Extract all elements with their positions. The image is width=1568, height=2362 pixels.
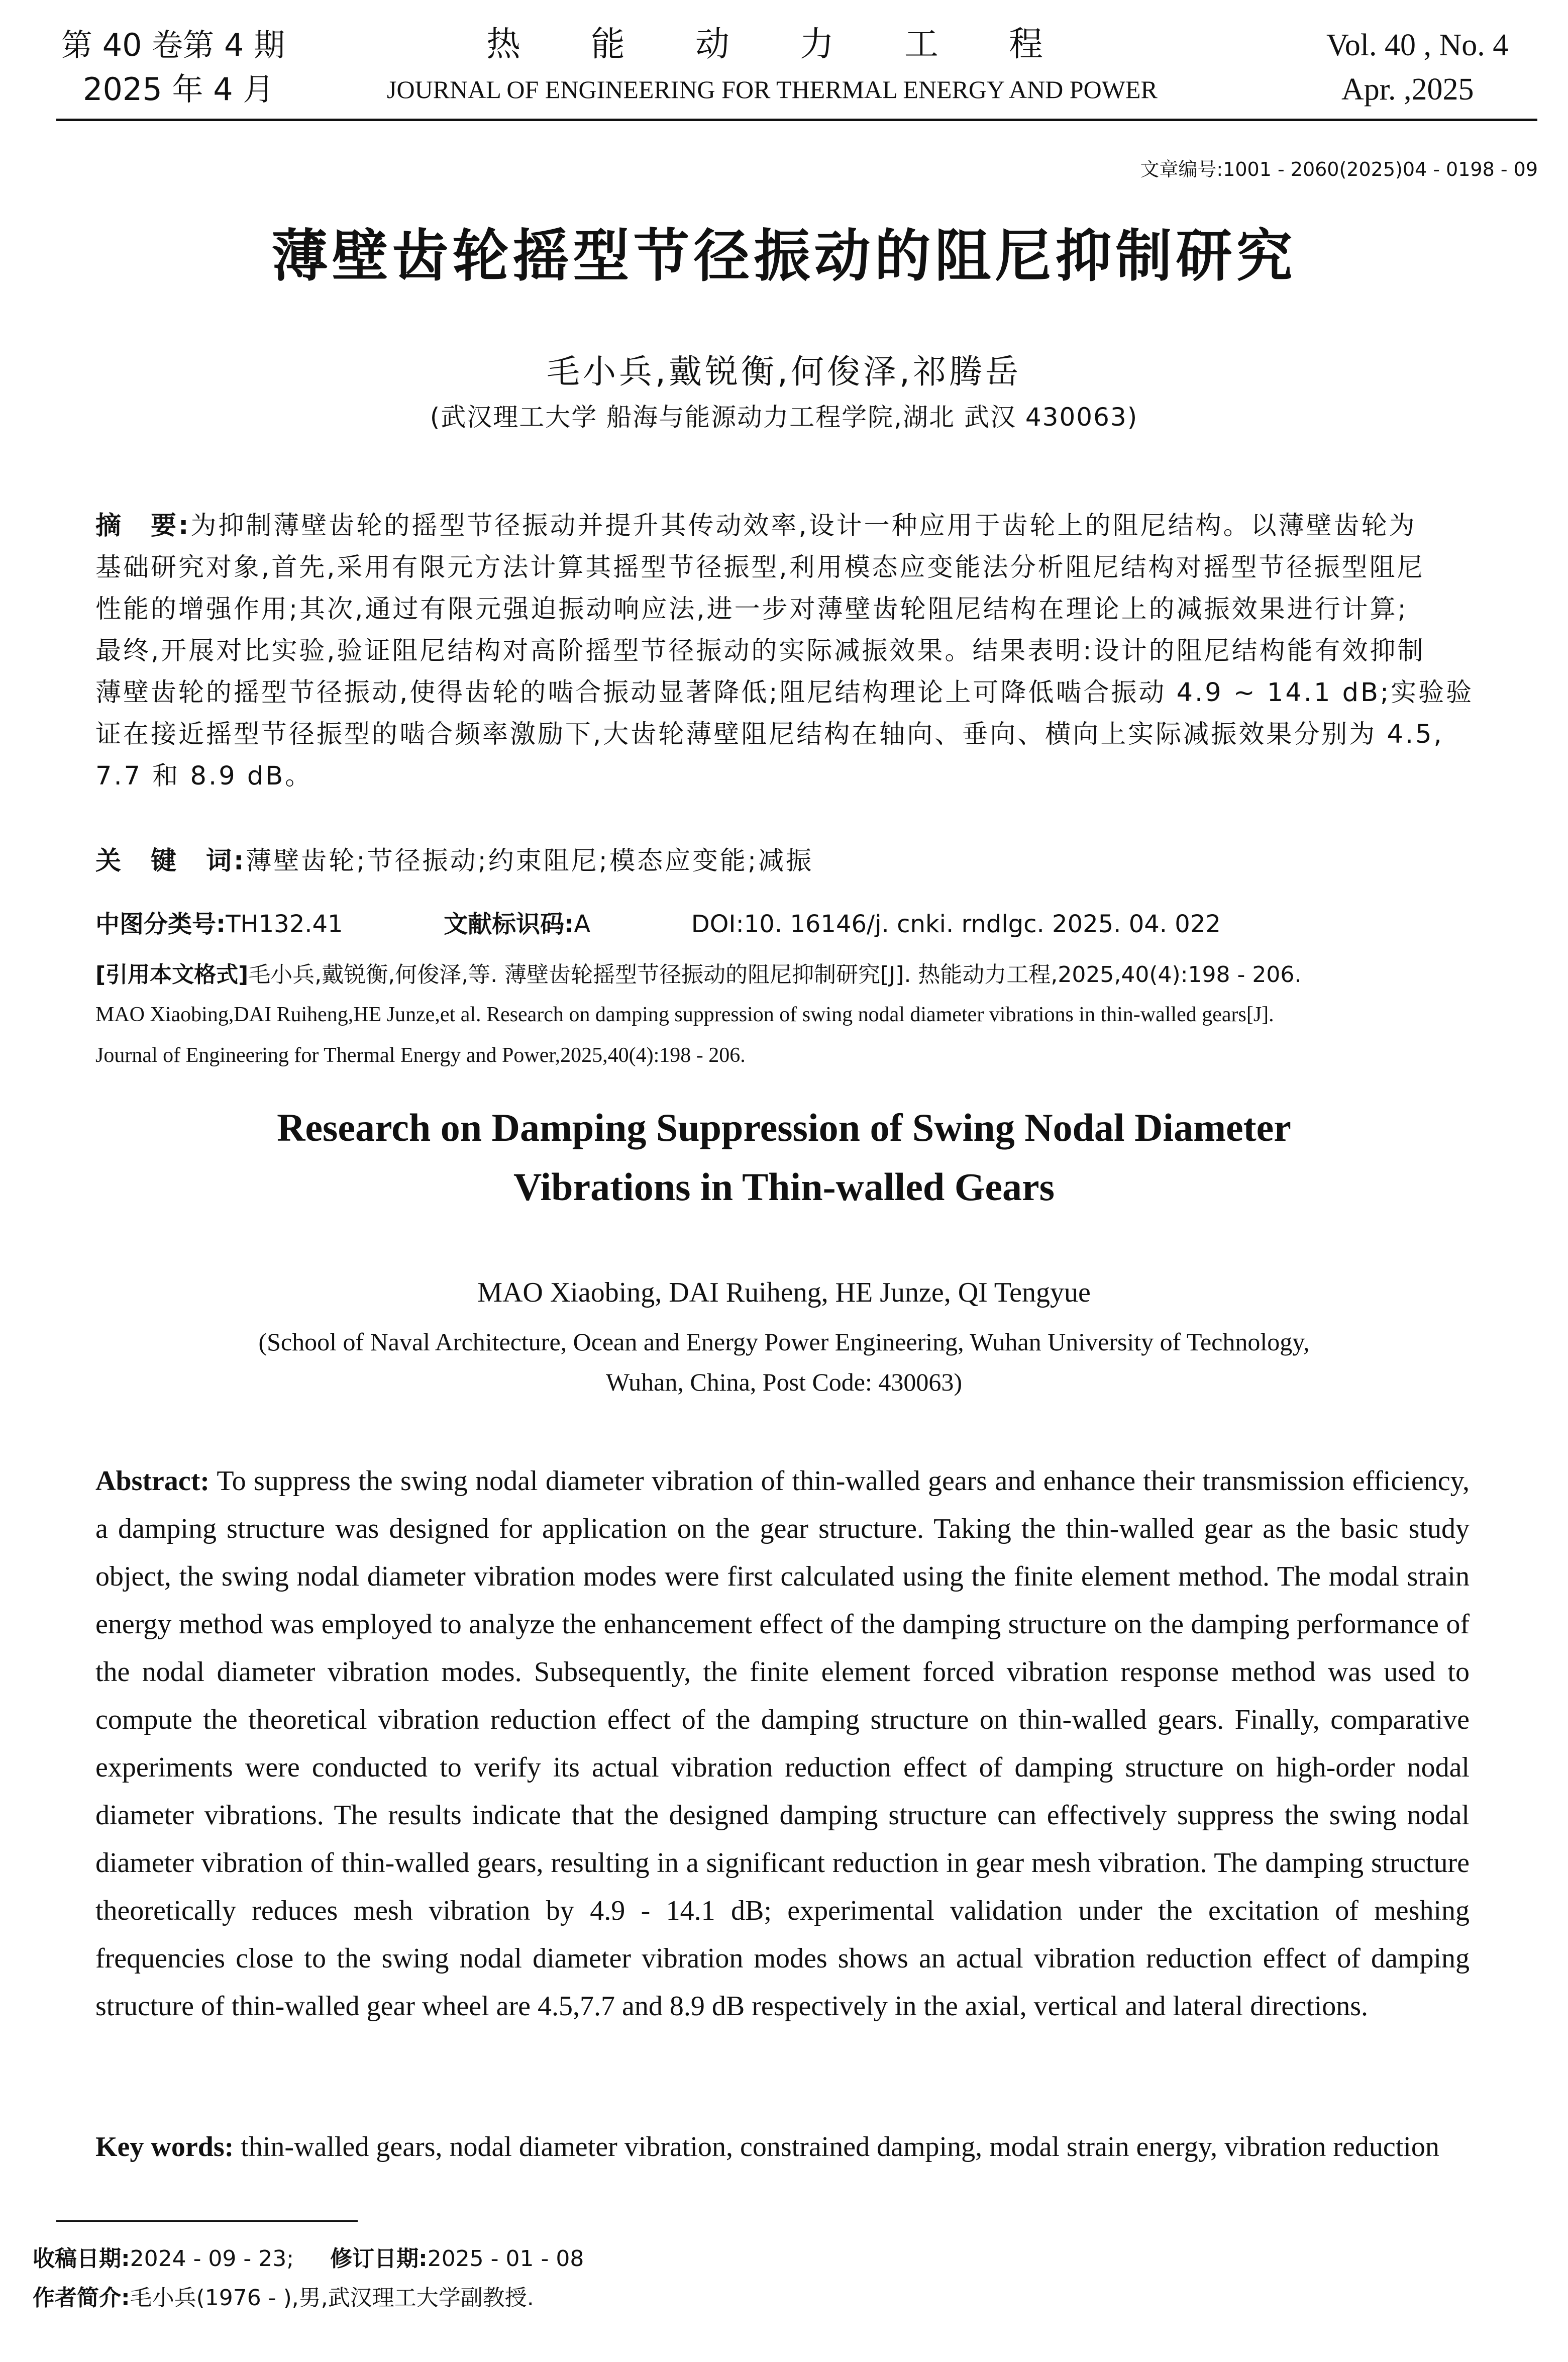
footnote-author: 作者简介:毛小兵(1976 - ),男,武汉理工大学副教授.	[33, 2285, 534, 2311]
keywords-en-label: Key words:	[95, 2131, 234, 2162]
affiliation-en-line1: (School of Naval Architecture, Ocean and Energy Power Engineering, Wuhan University of Technology,	[258, 1328, 1310, 1356]
authors-en: MAO Xiaobing, DAI Ruiheng, HE Junze, QI Tengyue	[477, 1277, 1091, 1308]
article-number: 文章编号:1001 - 2060(2025)04 - 0198 - 09	[1140, 158, 1538, 180]
affiliation-en	[0, 1322, 1568, 1402]
citation-en-line1: MAO Xiaobing,DAI Ruiheng,HE Junze,et al. Research on damping suppression of swing nodal diameter vibrations in thin-walled gears[J].	[95, 1003, 1274, 1026]
classification-line: 中图分类号:TH132.41 文献标识码:A DOI:10. 16146/j. cnki. rndlgc. 2025. 04. 022	[95, 910, 1221, 938]
citation-en-line2: Journal of Engineering for Thermal Energy and Power,2025,40(4):198 - 206.	[95, 1044, 746, 1067]
received-date: 2024 - 09 - 23;	[130, 2246, 294, 2272]
volume-issue-en: Vol. 40 , No. 4	[1326, 28, 1509, 62]
abstract-cn	[95, 505, 1492, 797]
author-bio: 毛小兵(1976 - ),男,武汉理工大学副教授.	[130, 2285, 534, 2311]
abstract-cn-line: 薄壁齿轮的摇型节径振动,使得齿轮的啮合振动显著降低;阻尼结构理论上可降低啮合振动 4.9 ~ 14.1 dB;实验验	[95, 678, 1474, 708]
keywords-cn-label: 关 键 词:	[95, 846, 246, 876]
abstract-cn-label: 摘 要:	[95, 511, 191, 541]
abstract-en	[95, 1457, 1470, 2030]
keywords-en-text: thin-walled gears, nodal diameter vibration, constrained damping, modal strain energy, vibration reduction	[241, 2131, 1439, 2162]
date-en: Apr. ,2025	[1341, 72, 1474, 107]
journal-title-en: JOURNAL OF ENGINEERING FOR THERMAL ENERGY AND POWER	[387, 75, 1158, 104]
revised-date: 2025 - 01 - 08	[427, 2246, 584, 2272]
footnote-rule	[56, 2220, 358, 2222]
title-en	[0, 1098, 1568, 1217]
abstract-cn-line: 基础研究对象,首先,采用有限元方法计算其摇型节径振型,利用模态应变能法分析阻尼结构对摇型节径振型阻尼	[95, 553, 1425, 582]
title-en-line1: Research on Damping Suppression of Swing Nodal Diameter	[277, 1106, 1291, 1149]
citation-cn: [引用本文格式]毛小兵,戴锐衡,何俊泽,等. 薄壁齿轮摇型节径振动的阻尼抑制研究[J]. 热能动力工程,2025,40(4):198 - 206.	[95, 962, 1302, 988]
abstract-en-text: To suppress the swing nodal diameter vibration of thin-walled gears and enhance their transmission efficiency, a damping structure was designed for application on the gear structure. Taking the thin-walled gear as the basic study object, the swing nodal diameter vibration modes were first calculated using the finite element method. The modal strain energy method was employed to analyze the enhancement effect of the damping structure on the damping performance of the nodal diameter vibration modes. Subsequently, the finite element forced vibration response method was used to compute the theoretical vibration reduction effect of the damping structure on thin-walled gears. Finally, comparative experiments were conducted to verify its actual vibration reduction effect of damping structure on high-order nodal diameter vibrations. The results indicate that the designed damping structure can effectively suppress the swing nodal diameter vibration of thin-walled gears, resulting in a significant reduction in gear mesh vibration. The damping structure theoretically reduces mesh vibration by 4.9 - 14.1 dB; experimental validation under the excitation of meshing frequencies close to the swing nodal diameter vibration modes shows an actual vibration reduction effect of damping structure of thin-walled gear wheel are 4.5,7.7 and 8.9 dB respectively in the axial, vertical and lateral directions.	[95, 1465, 1470, 2022]
doi: DOI:10. 16146/j. cnki. rndlgc. 2025. 04. 022	[691, 910, 1221, 938]
header-rule	[56, 119, 1537, 121]
abstract-cn-line: 7.7 和 8.9 dB。	[95, 761, 313, 791]
affiliation-cn: (武汉理工大学 船海与能源动力工程学院,湖北 武汉 430063)	[430, 403, 1138, 432]
journal-title-cn: 热能动力工程	[486, 25, 1114, 63]
footnote-dates: 收稿日期:2024 - 09 - 23; 修订日期:2025 - 01 - 08	[33, 2246, 584, 2272]
abstract-en-label: Abstract:	[95, 1465, 210, 1497]
keywords-cn-text: 薄壁齿轮;节径振动;约束阻尼;模态应变能;减振	[246, 846, 814, 876]
abstract-cn-line: 最终,开展对比实验,验证阻尼结构对高阶摇型节径振动的实际减振效果。结果表明:设计的阻尼结构能有效抑制	[95, 636, 1425, 666]
authors-cn: 毛小兵,戴锐衡,何俊泽,祁腾岳	[547, 352, 1021, 391]
date-cn: 2025 年 4 月	[83, 71, 274, 108]
doc-code-value: A	[574, 910, 591, 938]
abstract-cn-line: 证在接近摇型节径振型的啮合频率激励下,大齿轮薄壁阻尼结构在轴向、垂向、横向上实际减振效果分别为 4.5,	[95, 720, 1444, 749]
title-cn: 薄壁齿轮摇型节径振动的阻尼抑制研究	[271, 224, 1297, 289]
abstract-cn-line: 摘 要:为抑制薄壁齿轮的摇型节径振动并提升其传动效率,设计一种应用于齿轮上的阻尼结构。以薄壁齿轮为	[95, 511, 1417, 541]
clc-value: TH132.41	[226, 910, 343, 938]
keywords-en	[95, 2123, 1470, 2171]
keywords-cn	[95, 840, 1492, 882]
affiliation-en-line2: Wuhan, China, Post Code: 430063)	[605, 1368, 963, 1396]
abstract-cn-line: 性能的增强作用;其次,通过有限元强迫振动响应法,进一步对薄壁齿轮阻尼结构在理论上的减振效果进行计算;	[95, 595, 1408, 624]
title-en-line2: Vibrations in Thin-walled Gears	[513, 1165, 1055, 1209]
volume-issue-cn: 第 40 卷第 4 期	[61, 27, 285, 63]
